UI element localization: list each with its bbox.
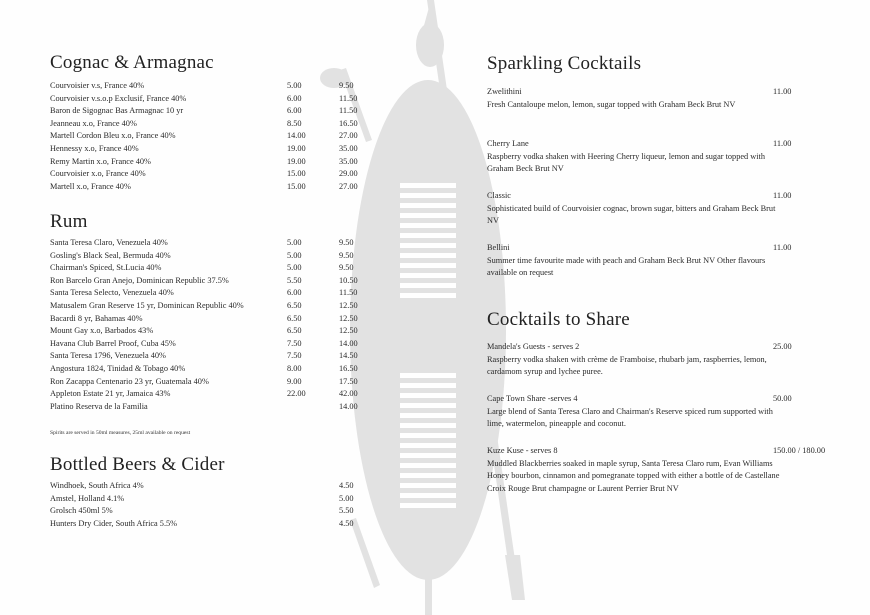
cocktail-item: [487, 190, 867, 228]
item-name: Martell Cordon Bleu x.o, France 40%: [50, 131, 176, 141]
menu-item-row: [50, 338, 370, 351]
price-double: 27.00: [339, 181, 358, 191]
item-name: Amstel, Holland 4.1%: [50, 493, 125, 503]
price-single: 6.50: [287, 300, 302, 310]
item-name: Hunters Dry Cider, South Africa 5.5%: [50, 518, 178, 528]
cocktail-name: Mandela's Guests - serves 2: [487, 342, 580, 351]
measures-note: Spirits are served in 50ml measures, 25ml available on request: [50, 430, 191, 436]
menu-item-row: [50, 168, 370, 181]
menu-item-row: [50, 325, 370, 338]
cocktail-name: Kuze Kuse - serves 8: [487, 446, 558, 455]
menu-item-row: [50, 350, 370, 363]
price-double: 11.50: [339, 93, 358, 103]
cocktail-price: 25.00: [773, 342, 792, 351]
beers-list: [50, 480, 370, 530]
cocktail-price: 11.00: [773, 139, 792, 148]
cocktail-name: Cherry Lane: [487, 139, 529, 148]
price-double: 35.00: [339, 143, 358, 153]
menu-item-row: [50, 505, 370, 518]
rum-list: [50, 237, 370, 413]
price: 4.50: [339, 481, 354, 490]
cocktail-description: Raspberry vodka shaken with Heering Cherry liqueur, lemon and sugar topped with Graham Beck Brut NV: [487, 151, 766, 174]
price-double: 10.50: [339, 275, 358, 285]
rum-section-title: Rum: [50, 211, 88, 232]
menu-item-row: [50, 313, 370, 326]
cocktail-price: 50.00: [773, 394, 792, 403]
price-single: 5.00: [287, 238, 302, 247]
price: 5.00: [339, 493, 354, 503]
menu-item-row: [50, 363, 370, 376]
price-double: 9.50: [339, 81, 354, 90]
item-name: Santa Teresa Claro, Venezuela 40%: [50, 238, 168, 247]
item-name: Jeanneau x.o, France 40%: [50, 118, 137, 128]
menu-item-row: [50, 118, 370, 131]
menu-item-row: [50, 130, 370, 143]
price-double: 29.00: [339, 169, 358, 179]
menu-item-row: [50, 388, 370, 401]
price-double: 12.50: [339, 326, 358, 336]
cocktail-price: 150.00 / 180.00: [773, 446, 826, 455]
cognac-section-title: Cognac & Armagnac: [50, 52, 214, 73]
menu-item-row: [50, 287, 370, 300]
item-name: Santa Teresa Selecto, Venezuela 40%: [50, 288, 174, 298]
price-single: 15.00: [287, 181, 306, 191]
share-section-title: Cocktails to Share: [487, 309, 630, 330]
cocktail-price: 11.00: [773, 191, 792, 200]
cocktail-name: Zwelithini: [487, 87, 522, 96]
price-double: 42.00: [339, 389, 358, 399]
price-double: 27.00: [339, 131, 358, 141]
item-name: Havana Club Barrel Proof, Cuba 45%: [50, 338, 176, 348]
item-name: Courvoisier v.s, France 40%: [50, 81, 145, 90]
price-single: 7.50: [287, 351, 302, 361]
item-name: Baron de Sigognac Bas Armagnac 10 yr: [50, 106, 184, 116]
menu-item-row: [50, 480, 370, 493]
price-double: 9.50: [339, 263, 354, 273]
price-double: 12.50: [339, 313, 358, 323]
price-single: 5.00: [287, 250, 302, 260]
menu-item-row: [50, 156, 370, 169]
item-name: Martell x.o, France 40%: [50, 181, 131, 191]
menu-item-row: [50, 518, 370, 531]
price-double: 9.50: [339, 250, 354, 260]
item-name: Gosling's Black Seal, Bermuda 40%: [50, 250, 171, 260]
beers-section-title: Bottled Beers & Cider: [50, 454, 225, 475]
price-single: 5.00: [287, 81, 302, 90]
cocktail-item: [487, 138, 867, 176]
cocktail-item: [487, 242, 867, 280]
cocktail-description: Fresh Cantaloupe melon, lemon, sugar topped with Graham Beck Brut NV: [487, 99, 736, 109]
menu-item-row: [50, 493, 370, 506]
price: 4.50: [339, 518, 354, 528]
menu-item-row: [50, 80, 370, 93]
price-single: 5.00: [287, 263, 302, 273]
price-double: 16.50: [339, 118, 358, 128]
cocktail-description: Muddled Blackberries soaked in maple syrup, Santa Teresa Claro rum, Evan Williams Honey bourbon, cinnamon and pomegranate topped with either a bottle of de Castellane Croix Rouge Brut champagne or Laurent Perrier Brut NV: [487, 458, 780, 493]
menu-item-row: [50, 376, 370, 389]
price-single: 22.00: [287, 389, 306, 399]
item-name: Courvoisier v.s.o.p Exclusif, France 40%: [50, 93, 187, 103]
item-name: Mount Gay x.o, Barbados 43%: [50, 326, 154, 336]
sparkling-section-title: Sparkling Cocktails: [487, 53, 642, 74]
price-double: 12.50: [339, 300, 358, 310]
price: 5.50: [339, 506, 354, 516]
cocktail-name: Cape Town Share -serves 4: [487, 394, 578, 403]
item-name: Hennessy x.o, France 40%: [50, 143, 139, 153]
menu-item-row: [50, 300, 370, 313]
menu-item-row: [50, 275, 370, 288]
item-name: Santa Teresa 1796, Venezuela 40%: [50, 351, 166, 361]
item-name: Courvoisier x.o, France 40%: [50, 169, 146, 179]
item-name: Bacardi 8 yr, Bahamas 40%: [50, 313, 143, 323]
price-single: 15.00: [287, 169, 306, 179]
price-single: 5.50: [287, 275, 302, 285]
price-double: 17.50: [339, 376, 358, 386]
item-name: Grolsch 450ml 5%: [50, 506, 113, 516]
item-name: Windhoek, South Africa 4%: [50, 481, 144, 490]
item-name: Angostura 1824, Tinidad & Tobago 40%: [50, 363, 186, 373]
price-single: 8.00: [287, 363, 302, 373]
cocktail-item: [487, 86, 867, 111]
menu-item-row: [50, 105, 370, 118]
menu-item-row: [50, 237, 370, 250]
cognac-list: [50, 80, 370, 193]
cocktail-name: Bellini: [487, 243, 510, 252]
cocktail-price: 11.00: [773, 87, 792, 96]
item-name: Remy Martin x.o, France 40%: [50, 156, 151, 166]
menu-item-row: [50, 181, 370, 194]
price-single: 6.00: [287, 288, 302, 298]
menu-item-row: [50, 143, 370, 156]
price-double: 14.00: [339, 338, 358, 348]
price-double: 16.50: [339, 363, 358, 373]
menu-item-row: [50, 93, 370, 106]
cocktail-name: Classic: [487, 191, 511, 200]
price-double: 14.00: [339, 401, 358, 411]
menu-item-row: [50, 250, 370, 263]
price-single: 6.50: [287, 313, 302, 323]
item-name: Matusalem Gran Reserve 15 yr, Dominican Republic 40%: [50, 300, 244, 310]
item-name: Ron Barcelo Gran Anejo, Dominican Republic 37.5%: [50, 275, 229, 285]
price-single: 19.00: [287, 143, 306, 153]
price-single: 19.00: [287, 156, 306, 166]
cocktail-price: 11.00: [773, 243, 792, 252]
cocktail-description: Sophisticated build of Courvoisier cognac, brown sugar, bitters and Graham Beck Brut NV: [487, 203, 776, 226]
cocktail-description: Summer time favourite made with peach and Graham Beck Brut NV Other flavours available on request: [487, 255, 766, 278]
menu-item-row: [50, 401, 370, 414]
item-name: Ron Zacappa Centenario 23 yr, Guatemala 40%: [50, 376, 209, 386]
price-single: 6.50: [287, 326, 302, 336]
price-single: 14.00: [287, 131, 306, 141]
item-name: Platino Reserva de la Familia: [50, 401, 148, 411]
price-single: 6.00: [287, 93, 302, 103]
cocktail-item: [487, 341, 867, 379]
price-single: 9.00: [287, 376, 302, 386]
item-name: Appleton Estate 21 yr, Jamaica 43%: [50, 389, 171, 399]
price-double: 11.50: [339, 106, 358, 116]
price-double: 14.50: [339, 351, 358, 361]
price-double: 35.00: [339, 156, 358, 166]
cocktail-item: [487, 393, 867, 431]
cocktail-description: Raspberry vodka shaken with crème de Framboise, rhubarb jam, raspberries, lemon, cardamom syrup and lychee puree.: [487, 354, 767, 377]
price-double: 11.50: [339, 288, 358, 298]
price-single: 6.00: [287, 106, 302, 116]
item-name: Chairman's Spiced, St.Lucia 40%: [50, 263, 162, 273]
menu-item-row: [50, 262, 370, 275]
cocktail-description: Large blend of Santa Teresa Claro and Chairman's Reserve spiced rum supported with lime, watermelon, pineapple and coconut.: [487, 406, 773, 429]
price-single: 7.50: [287, 338, 302, 348]
cocktail-item: [487, 445, 867, 495]
price-single: 8.50: [287, 118, 302, 128]
price-double: 9.50: [339, 238, 354, 247]
